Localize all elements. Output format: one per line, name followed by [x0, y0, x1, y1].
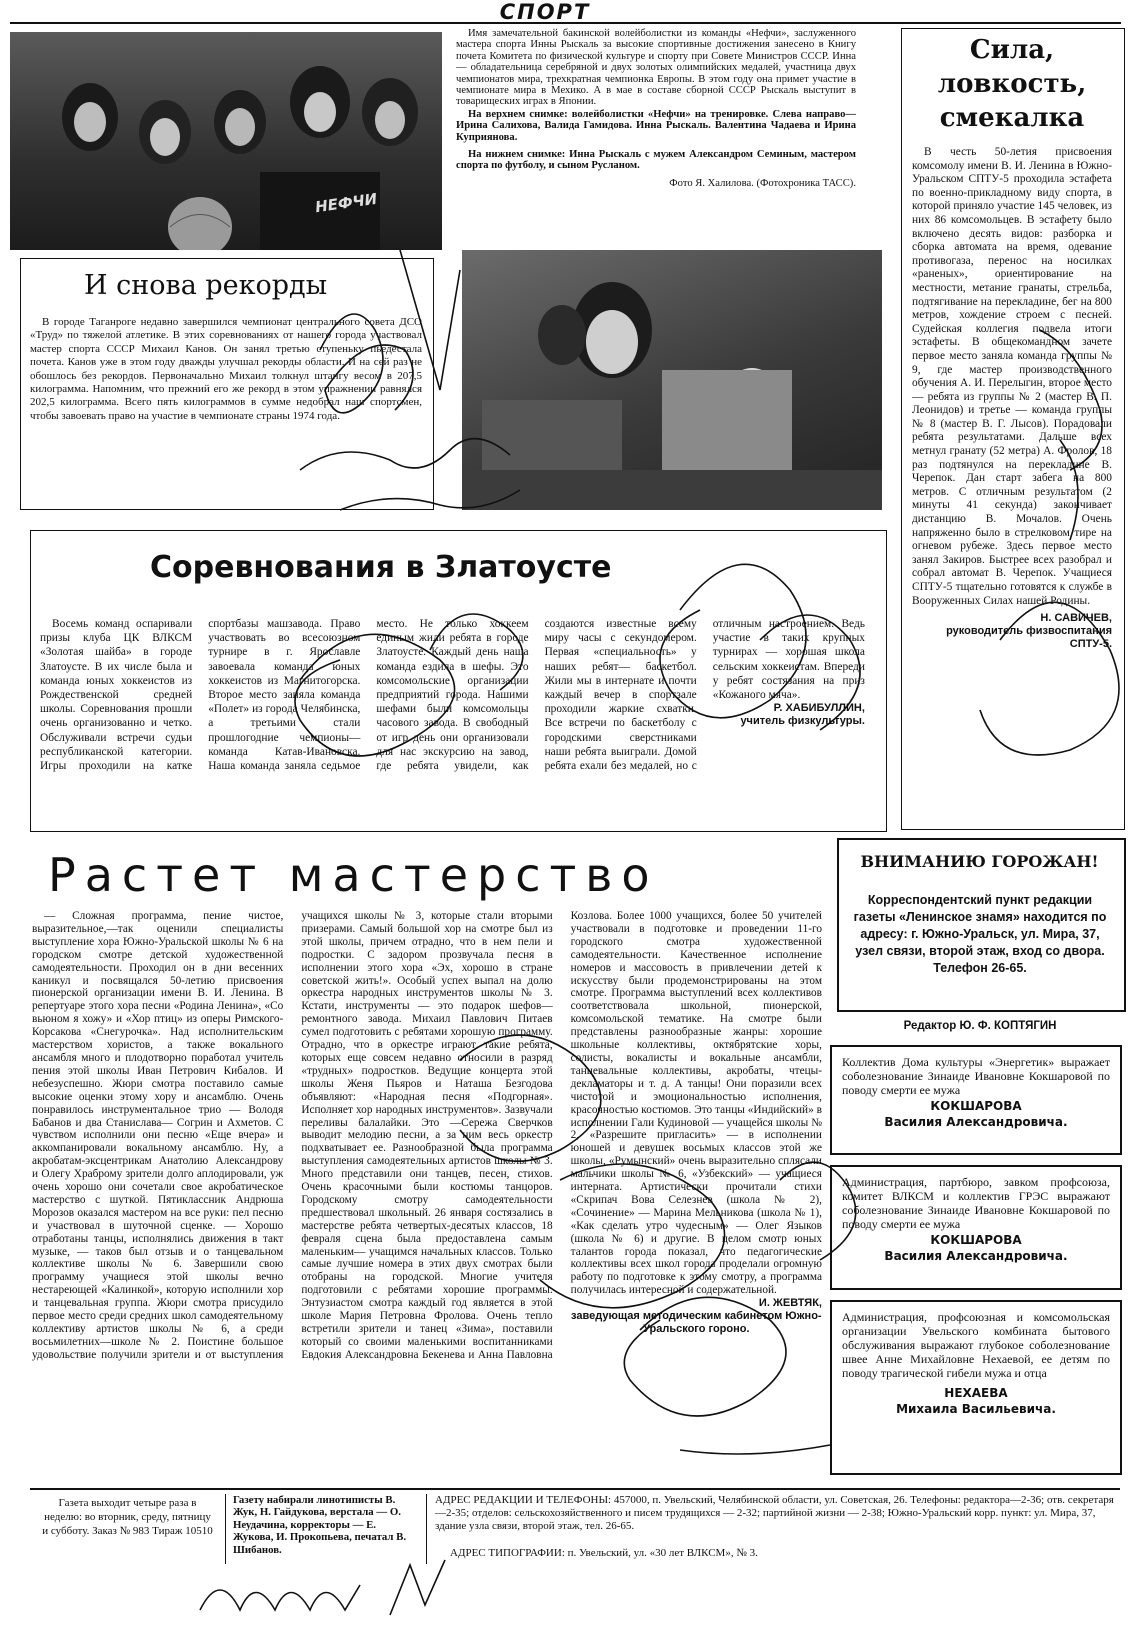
- editor-line: Редактор Ю. Ф. КОПТЯГИН: [903, 1020, 1057, 1032]
- records-text: [30, 316, 422, 423]
- family-photo-drawing: [462, 250, 882, 510]
- condolence-2-text: Администрация, партбюро, завком профсоюза, комитет ВЛКСМ и коллектив ГРЭС выражают соболезнование Зинаиде Ивановне Кокшаровой по поводу смерти ее мужа: [842, 1175, 1110, 1231]
- records-body: В городе Таганроге недавно завершился чемпионат центрального совета ДСО «Труд» по тяжелой атлетике. В этих соревнованиях от нашего города участвовал мастер спорта СССР Михаил Канов. Он занял третью ступеньку пьедестала почета. Канов уже в этом году дважды улучшал рекорды области. И на сей раз не обошлось без рекордов. Первоначально Михаил толкнул штангу весом в 207,5 килограмма. Напомним, что прежний его же рекорд в этом упражнении равнялся 202,5 килограмма. Всего пять килограммов в сумме недобрал наш спортсмен, чтобы завоевать право на участие в чемпионате страны 1974 года.: [30, 316, 422, 422]
- footer-staff: Газету набирали линотиписты В. Жук, Н. Гайдукова, верстала — О. Неудачина, корректоры — Е. Жукова, И. Прокопьева, печатал В. Шибанов.: [233, 1494, 407, 1556]
- condolence-3-text: Администрация, профсоюзная и комсомольская организации Увельского комбината бытового обслуживания выражают глубокое соболезнование швее Анне Михайловне Нехаевой, ее детям по поводу трагической гибели мужа и отца: [842, 1310, 1110, 1380]
- condolence-1: [830, 1045, 1122, 1155]
- sila-author: Н. САВИЧЕВ,: [1040, 612, 1112, 625]
- condolence-2-name2: Василия Александровича.: [884, 1249, 1068, 1263]
- volleyball-photo-drawing: [10, 32, 442, 250]
- condolence-1-text: Коллектив Дома культуры «Энергетик» выражает соболезнование Зинаиде Ивановне Кокшаровой по поводу смерти ее мужа: [842, 1055, 1110, 1097]
- notice-text: Корреспондентский пункт редакции газеты «Ленинское знамя» находится по адресу: г. Южно-Уральск, ул. Мира, 37, узел связи, второй этаж, вход со двора. Телефон 26-65.: [853, 893, 1107, 975]
- top-story-text: Имя замечательной бакинской волейболистки из команды «Нефчи», заслуженного мастера спорта Инны Рыскаль за высокие спортивные достижения занесено в Книгу почета Комитета по физической культуре и спорту при Совете Министров СССР. Инна — обладательница серебряной и двух золотых олимпийских медалей, участница двух чемпионатов мира, трехкратная чемпионка Европы. В этом году она примет участие в чемпионате мира в Мехико. А в мае в составе сборной СССР Рыскаль выступит в товарищеских играх в Японии.: [456, 28, 856, 108]
- sila-body: В честь 50-летия присвоения комсомолу имени В. И. Ленина в Южно-Уральском СПТУ-5 проходила эстафета по военно-прикладному виду спорта, в которой приняло участие 145 человек, из них 86 комсомольцев. В эстафету было включено десять видов: разборка и сборка автомата на время, одевание противогаза, перенос на носилках «раненых», ориентирование на местности, метание гранаты, стрельба, подтягивание на перекладине, бег на 800 метров, хождение строем с песней. Судейская коллегия подвела итоги эстафеты. В общекомандном зачете первое место заняла команда группы № 9, где мастер производственного обучения А. И. Перелыгин, второе место — ребята из группы № 2 (мастер В. П. Леонидов) и третье — команда группы № 8 (мастер В. Г. Лысов). Порадовали ребята результатами. Дальше всех метнул гранату (52 метра) А. Фролов, 18 раз подтянулся на перекладине В. Черепок. Дан старт забега на 800 метров. С отличным результатом (2 минуты 41 секунда) закончивает дистанцию В. Мочалов. Очень напряженно было в стрелковом тире на огневом рубеже. Здесь первое место занял Закиров. Быстрее всех разобрал и собрал автомат В. Черепок. Учащиеся СПТУ-5 тщательно готовятся к службе в Вооруженных Силах нашей Родины.: [912, 146, 1112, 607]
- footer-schedule: Газета выходит четыре раза в неделю: во вторник, среду, пятницу и субботу. Заказ № 983 Тираж 10510: [42, 1497, 213, 1537]
- condolence-3: [830, 1300, 1122, 1475]
- header-rule: [10, 22, 1121, 24]
- condolence-1-name2: Василия Александровича.: [884, 1115, 1068, 1129]
- condolence-1-name1: КОКШАРОВА: [930, 1099, 1022, 1113]
- masterstvo-author-role: заведующая методическим кабинетом Южно-Уральского гороно.: [571, 1310, 822, 1336]
- condolence-2: [830, 1165, 1122, 1290]
- footer-rule: [30, 1488, 1120, 1490]
- footer-address: АДРЕС РЕДАКЦИИ И ТЕЛЕФОНЫ: 457000, п. Увельский, Челябинской области, ул. Советская, 26. Телефоны: редактора—2-36; отв. секретаря —2-35; отделов: сельскохозяйственного и писем трудящихся — 2-32; партийной жизни — 2-38; Южно-Уральский корр. пункт: ул. Мира, 37, здание узла связи, второй этаж, тел. 26-65.: [435, 1494, 1114, 1532]
- zlatoust-author: Р. ХАБИБУЛЛИН,: [773, 702, 865, 715]
- condolence-3-name2: Михаила Васильевича.: [896, 1402, 1056, 1416]
- section-rubric: СПОРТ: [499, 0, 591, 24]
- masterstvo-title: Растет мастерство: [48, 848, 659, 902]
- sila-title: Сила, ловкость, смекалка: [937, 35, 1087, 133]
- masterstvo-body: — Сложная программа, пение чистое, выразительное,—так оценили специалисты выступление хора Южно-Уральской школы № 6 на городском смотре детской художественной самодеятельности. Проходил он в дни весенних каникул и посвящался 50-летию присвоения пионерской организации имени В. И. Ленина. В репертуаре этого хора песни «Родина Ленина», «Со вьюном я хожу» и «Хор птиц» из оперы Римского-Корсакова «Снегурочка». Над исполнительским мастерством хористов, а также вокального ансамбля много и плодотворно поработал учитель пения этой школы Иван Петрович Кибалов. И небезуспешно. Жюри смотра поставило самые высокие оценки этому хору и ансамблю. Очень понравилось инструментальное трио — Володя Бабанов и два Станислава— Согрин и Ахметов. С чувством исполнили они песню «Еще вчера» и аккомпанировали вокальному ансамблю. Ну, а акробатам-эксцентрикам Анатолию Александрову и Олегу Храброму зрители долго аплодировали, уж очень хорошо они сочетали свое акробатическое мастерство с шуткой. Пятиклассник Андрюша Морозов оказался мастером на все руки: пел песню и участвовал в шуточной сценке. — Хорошо отработаны танцы, исполнялись движения в такт музыке, — таков был отзыв и о танцевальном коллективе школы № 6. Завершили свою программу учащиеся этой школы вечно нестареющей «Калинкой», которую исполнили хор и танцевальная группа. Жюри смотра присудило первое место среди средних школ самодеятельному коллективу артистов школы № 6, а среди восьмилетних—школе № 2. Поистине большое удовольствие получили зрители и от выступления учащихся школы № 3, которые стали вторыми призерами. Самый большой хор на смотре был из этой школы, причем отрадно, что в нем пели и подростки. С задором прозвучала песня в исполнении этого хора «Эх, хорошо в стране советской жить!». Особый успех выпал на долю оркестра народных инструментов школы № 3. Кстати, инструменты — это подарок шефов—ремонтного завода. Михаил Павлович Питаев сумел подготовить с ребятами хорошую программу. Отрадно, что в оркестре играют такие ребята, которых еще совсем недавно относили в разряд «трудных» подростков. Ведущие концерта этой школы Женя Пьяров и Наташа Безгодова объявляют: «Народная песня «Подгорная». Исполняет хор народных инструментов». Зазвучали переливы балалайки. Это —Сережа Сверчков выводит мелодию песни, а за ним весь оркестр подхватывает ее. Разнообразной была программа выступления самодеятельных артистов школы № 3. Много представили они танцев, песен, стихов. Очень красочными были костюмы танцоров. Городскому смотру самодеятельности предшествовал школьный. 26 января состязались в мастерстве ребята четвертых-десятых классов, 18 февраля сцена была предоставлена самым маленьким— учащимся начальных классов. Только самые лучшие номера в этих двух смотрах были отобраны на городской. Многие учителя подготовили с ребятами хорошие программы. Энтузиастом смотра каждый год является в этой школе Мария Петровна Фролова. Очень тепло встретили зрители и танец «Зима», поставили который со своими маленькими воспитанниками Евдокия Александровна Бекенева и Анна Павловна Козлова. Более 1000 учащихся, более 50 учителей участвовали в подготовке и проведении 11-го городского смотра художественной самодеятельности. Качественное исполнение номеров и массовость в привлечении детей к искусству были продемонстрированы на этом смотре. Программа выступлений всех коллективов соответствовала школьной, пионерской, комсомольской тематике. На смотре были представлены разнообразные жанры: хорошие школьные коллективы, октябрятские хоры, солисты, вокалисты и вокальные ансамбли, танцевальные коллективы, акробаты, чтецы-декламаторы и т. д. А танцы! Они поразили всех чистотой и эмоциональностью исполнения, красочностью костюмов. Это танцы «Индийский» в исполнении Гали Кудиновой — учащейся школы № 2, «Разрешите пригласить» — в исполнении юношей и девушек восьмых классов этой же школы, «Румынский» очень выразительно сплясали мальчики школы № 6, «Узбекский» — учащиеся интерната. Артистически прочитали стихи «Скрипач Вова Селезнев (школа № 2), «Сочинение» — Марина Мельникова (школа № 1), «Как сделать утро чудесным» — Олег Языков (школа № 6) и другие. В целом смотр юных талантов города показал, что педагогические коллективы всех школ города проделали огромную работу по подготовке к этому смотру, а программа получилась интересной и содержательной.: [32, 910, 822, 1361]
- zlatoust-text: [40, 617, 865, 821]
- condolence-2-name1: КОКШАРОВА: [930, 1233, 1022, 1247]
- condolence-3-name1: НЕХАЕВА: [944, 1386, 1008, 1400]
- masterstvo-author: И. ЖЕВТЯК,: [758, 1297, 822, 1310]
- jersey-text: НЕФЧИ: [314, 189, 379, 217]
- top-story: [456, 28, 856, 189]
- top-story-caption-2: На нижнем снимке: Инна Рыскаль с мужем Александром Семиным, мастером спорта по футболу, и сыном Русланом.: [456, 149, 856, 172]
- records-title: И снова рекорды: [84, 270, 328, 301]
- photo-credit: Фото Я. Халилова. (Фотохроника ТАСС).: [669, 177, 856, 189]
- zlatoust-title: Соревнования в Златоусте: [150, 550, 612, 585]
- sila-author-role: руководитель физвоспитания СПТУ-5.: [946, 625, 1112, 651]
- footer-print-address: АДРЕС ТИПОГРАФИИ: п. Увельский, ул. «30 лет ВЛКСМ», № 3.: [450, 1547, 758, 1559]
- top-story-caption-1: На верхнем снимке: волейболистки «Нефчи» на тренировке. Слева направо—Ирина Салихова, Валида Гамидова. Инна Рыскаль. Валентина Чадаева и Ирина Куприянова.: [456, 108, 856, 143]
- volleyball-team-photo: [10, 32, 442, 250]
- sila-text: [912, 146, 1112, 651]
- footer-divider-2: [426, 1494, 427, 1564]
- footer-divider-1: [225, 1494, 226, 1564]
- zlatoust-body: Восемь команд оспаривали призы клуба ЦК ВЛКСМ «Золотая шайба» в городе Златоусте. В их числе была и команда юных хоккеистов из Рождественской средней школы. Соревнования прошли очень организованно и четко. Обслуживали встречи судьи республиканской категории. Игры проходили на катке спортбазы машзавода. Право участвовать во всесоюзном турнире в г. Ярославле завоевала команда юных хоккеистов из Магнитогорска. Второе место заняла команда «Полет» из города Челябинска, а третьими стали прошлогодние чемпионы—команда Катав-Ивановска. Наша команда заняла седьмое место. Не только хоккеем единым жили ребята в городе Златоусте. Каждый день наша команда ездила в шефы. Это комсомольские организации предприятий города. Нашими шефами были комсомольцы часового завода. В свободный от игр день они организовали для нас экскурсию на завод, где ребята увидели, как создаются известные всему миру часы с секундомером. Первая «специальность» у наших ребят— баскетбол. Жили мы в интернате и почти каждый вечер в спортзале проходили жаркие схватки. Все встречи по баскетболу с городскими сверстниками наши ребята выиграли. Домой ребята ехали без медалей, но с отличным настроением. Ведь участие в таких крупных турнирах — хорошая школа сельским хоккеистам. Впереди у ребят состязания на приз «Кожаного мяча».: [40, 618, 865, 773]
- notice-title: ВНИМАНИЮ ГОРОЖАН!: [860, 852, 1099, 871]
- family-photo: [462, 250, 882, 510]
- masterstvo-text: [32, 910, 822, 1460]
- zlatoust-author-role: учитель физкультуры.: [740, 715, 865, 728]
